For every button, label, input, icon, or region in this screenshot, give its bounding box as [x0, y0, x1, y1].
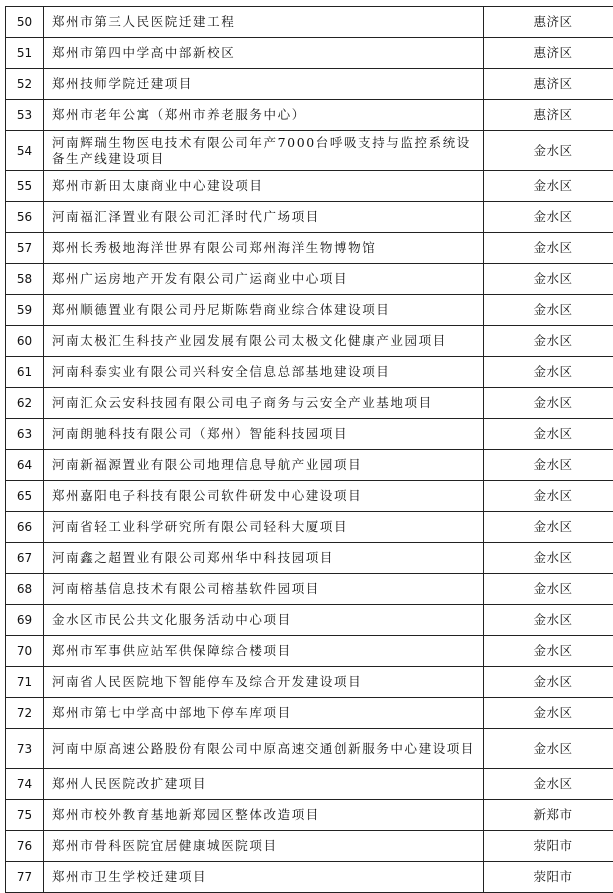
- row-number: 62: [6, 388, 44, 419]
- district: 金水区: [484, 729, 613, 769]
- table-row: [6, 729, 613, 769]
- district: 荥阳市: [484, 862, 613, 893]
- row-number: 63: [6, 419, 44, 450]
- project-name: 郑州人民医院改扩建项目: [44, 769, 484, 800]
- project-name: 郑州顺德置业有限公司丹尼斯陈砦商业综合体建设项目: [44, 295, 484, 326]
- table-row: [6, 100, 613, 131]
- project-name: 郑州市第四中学高中部新校区: [44, 38, 484, 69]
- row-number: 61: [6, 357, 44, 388]
- project-name: 河南省人民医院地下智能停车及综合开发建设项目: [44, 667, 484, 698]
- row-number: 57: [6, 233, 44, 264]
- table-row: [6, 769, 613, 800]
- project-name: 郑州广运房地产开发有限公司广运商业中心项目: [44, 264, 484, 295]
- district: 金水区: [484, 388, 613, 419]
- district: 金水区: [484, 202, 613, 233]
- table-row: [6, 295, 613, 326]
- table-row: [6, 862, 613, 893]
- project-name: 河南太极汇生科技产业园发展有限公司太极文化健康产业园项目: [44, 326, 484, 357]
- district: 金水区: [484, 450, 613, 481]
- project-name: 河南新福源置业有限公司地理信息导航产业园项目: [44, 450, 484, 481]
- project-name: 郑州市骨科医院宜居健康城医院项目: [44, 831, 484, 862]
- row-number: 73: [6, 729, 44, 769]
- row-number: 74: [6, 769, 44, 800]
- project-name: 郑州技师学院迁建项目: [44, 69, 484, 100]
- row-number: 77: [6, 862, 44, 893]
- district: 金水区: [484, 264, 613, 295]
- project-name: 郑州市新田太康商业中心建设项目: [44, 171, 484, 202]
- table-row: [6, 171, 613, 202]
- project-name: 河南鑫之超置业有限公司郑州华中科技园项目: [44, 543, 484, 574]
- table-row: [6, 667, 613, 698]
- table-row: [6, 388, 613, 419]
- table-row: [6, 800, 613, 831]
- project-name: 河南汇众云安科技园有限公司电子商务与云安全产业基地项目: [44, 388, 484, 419]
- row-number: 71: [6, 667, 44, 698]
- district: 金水区: [484, 636, 613, 667]
- row-number: 66: [6, 512, 44, 543]
- project-name: 郑州市老年公寓（郑州市养老服务中心）: [44, 100, 484, 131]
- row-number: 55: [6, 171, 44, 202]
- row-number: 58: [6, 264, 44, 295]
- table-row: [6, 574, 613, 605]
- row-number: 75: [6, 800, 44, 831]
- district: 荥阳市: [484, 831, 613, 862]
- district: 金水区: [484, 667, 613, 698]
- table-row: [6, 481, 613, 512]
- row-number: 53: [6, 100, 44, 131]
- table-row: [6, 357, 613, 388]
- table-row: [6, 831, 613, 862]
- row-number: 50: [6, 7, 44, 38]
- project-table-body: [6, 7, 613, 893]
- district: 金水区: [484, 233, 613, 264]
- table-row: [6, 202, 613, 233]
- project-name: 河南辉瑞生物医电技术有限公司年产7000台呼吸支持与监控系统设备生产线建设项目: [44, 131, 484, 171]
- project-name: 郑州市校外教育基地新郑园区整体改造项目: [44, 800, 484, 831]
- row-number: 54: [6, 131, 44, 171]
- table-row: [6, 7, 613, 38]
- district: 金水区: [484, 131, 613, 171]
- row-number: 60: [6, 326, 44, 357]
- district: 新郑市: [484, 800, 613, 831]
- project-name: 河南中原高速公路股份有限公司中原高速交通创新服务中心建设项目: [44, 729, 484, 769]
- row-number: 65: [6, 481, 44, 512]
- row-number: 67: [6, 543, 44, 574]
- table-row: [6, 512, 613, 543]
- district: 惠济区: [484, 7, 613, 38]
- district: 金水区: [484, 295, 613, 326]
- row-number: 76: [6, 831, 44, 862]
- table-row: [6, 698, 613, 729]
- table-row: [6, 636, 613, 667]
- table-row: [6, 233, 613, 264]
- table-row: [6, 69, 613, 100]
- table-row: [6, 605, 613, 636]
- row-number: 56: [6, 202, 44, 233]
- project-name: 郑州市卫生学校迁建项目: [44, 862, 484, 893]
- project-table: [5, 6, 613, 893]
- project-name: 金水区市民公共文化服务活动中心项目: [44, 605, 484, 636]
- row-number: 72: [6, 698, 44, 729]
- project-name: 郑州市第七中学高中部地下停车库项目: [44, 698, 484, 729]
- project-name: 郑州长秀极地海洋世界有限公司郑州海洋生物博物馆: [44, 233, 484, 264]
- project-name: 河南朗驰科技有限公司（郑州）智能科技园项目: [44, 419, 484, 450]
- table-row: [6, 131, 613, 171]
- row-number: 51: [6, 38, 44, 69]
- district: 惠济区: [484, 38, 613, 69]
- district: 金水区: [484, 481, 613, 512]
- district: 金水区: [484, 698, 613, 729]
- district: 金水区: [484, 769, 613, 800]
- district: 金水区: [484, 543, 613, 574]
- table-row: [6, 326, 613, 357]
- table-row: [6, 543, 613, 574]
- row-number: 70: [6, 636, 44, 667]
- project-name: 郑州市军事供应站军供保障综合楼项目: [44, 636, 484, 667]
- project-name: 郑州嘉阳电子科技有限公司软件研发中心建设项目: [44, 481, 484, 512]
- row-number: 68: [6, 574, 44, 605]
- project-name: 河南榕基信息技术有限公司榕基软件园项目: [44, 574, 484, 605]
- table-row: [6, 450, 613, 481]
- district: 金水区: [484, 605, 613, 636]
- table-row: [6, 38, 613, 69]
- project-name: 河南省轻工业科学研究所有限公司轻科大厦项目: [44, 512, 484, 543]
- district: 金水区: [484, 326, 613, 357]
- district: 金水区: [484, 357, 613, 388]
- project-name: 河南科泰实业有限公司兴科安全信息总部基地建设项目: [44, 357, 484, 388]
- row-number: 69: [6, 605, 44, 636]
- district: 惠济区: [484, 69, 613, 100]
- district: 金水区: [484, 512, 613, 543]
- project-name: 郑州市第三人民医院迁建工程: [44, 7, 484, 38]
- row-number: 59: [6, 295, 44, 326]
- row-number: 52: [6, 69, 44, 100]
- table-row: [6, 264, 613, 295]
- district: 惠济区: [484, 100, 613, 131]
- table-row: [6, 419, 613, 450]
- row-number: 64: [6, 450, 44, 481]
- district: 金水区: [484, 171, 613, 202]
- district: 金水区: [484, 419, 613, 450]
- district: 金水区: [484, 574, 613, 605]
- project-name: 河南福汇泽置业有限公司汇泽时代广场项目: [44, 202, 484, 233]
